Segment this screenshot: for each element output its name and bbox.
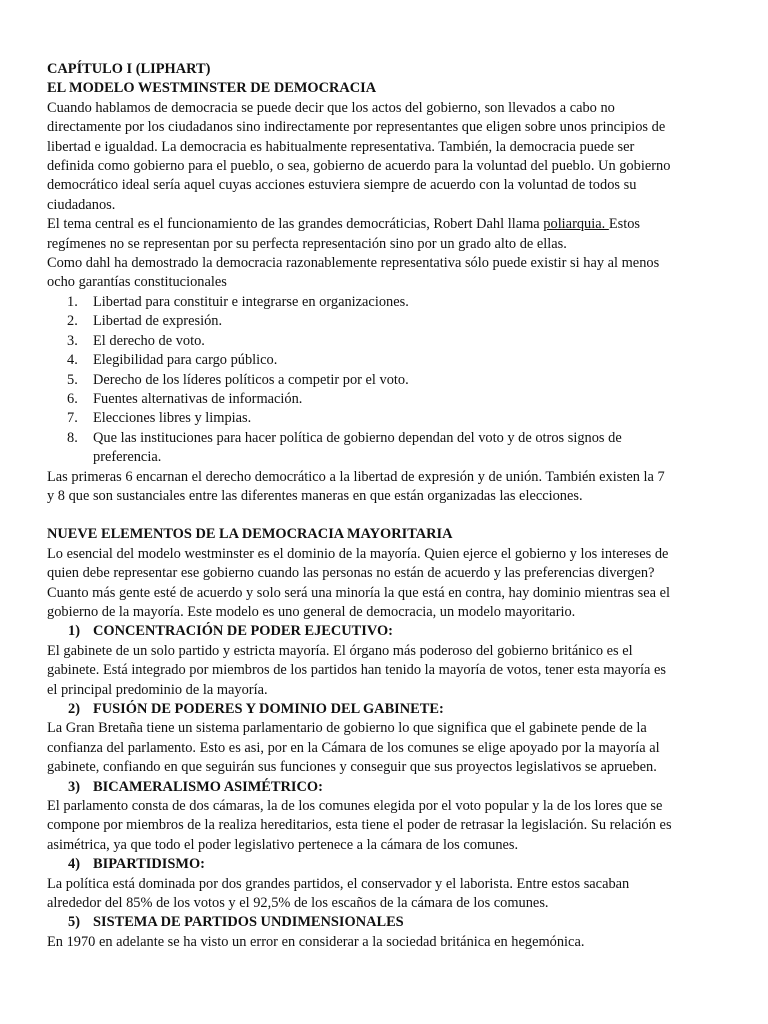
- list-number: 2.: [67, 313, 78, 330]
- list-text: Libertad de expresión.: [93, 313, 223, 330]
- list-item: [47, 351, 727, 370]
- element-line: En 1970 en adelante se ha visto un error en considerar a la sociedad británica en hegemónica.: [47, 933, 585, 950]
- intro-line: directamente por los ciudadanos sino indirectamente por representantes que eligen sobre unos principios de: [47, 119, 666, 136]
- list-number: 3.: [67, 332, 78, 349]
- element-title: BIPARTIDISMO:: [93, 856, 205, 873]
- element-title: CONCENTRACIÓN DE PODER EJECUTIVO:: [93, 623, 393, 640]
- element-line: el principal predominio de la mayoría.: [47, 681, 268, 698]
- intro-line: ocho garantías constitucionales: [47, 274, 227, 291]
- intro-line: ciudadanos.: [47, 196, 116, 213]
- closing-line: y 8 que son sustanciales entre las diferentes maneras en que están organizadas las elecciones.: [47, 487, 583, 504]
- element-line: asimétrica, ya que todo el poder legislativo pertenece a la cámara de los comunes.: [47, 836, 519, 853]
- intro-line: regímenes no se representan por su perfecta representación sino por un grado alto de ellas.: [47, 235, 567, 252]
- intro-line: definida como gobierno para el pueblo, o sea, gobierno de acuerdo para la voluntad del pueblo. Un gobierno: [47, 158, 671, 175]
- element-number: 4): [68, 856, 80, 873]
- list-item: [47, 390, 727, 409]
- list-number: 1.: [67, 293, 78, 310]
- element-title: SISTEMA DE PARTIDOS UNDIMENSIONALES: [93, 914, 404, 931]
- section2-title: NUEVE ELEMENTOS DE LA DEMOCRACIA MAYORITARIA: [47, 526, 453, 543]
- list-item: [47, 312, 727, 331]
- list-item: [47, 293, 727, 312]
- element-number: 5): [68, 914, 80, 931]
- element-number: 2): [68, 701, 80, 717]
- list-text: Fuentes alternativas de información.: [93, 390, 303, 407]
- chapter-title: CAPÍTULO I (LIPHART): [47, 61, 211, 77]
- element-line: El parlamento consta de dos cámaras, la de los comunes elegida por el voto popular y la de los lores que se: [47, 798, 663, 815]
- list-text: Que las instituciones para hacer política de gobierno dependan del voto y de otros signos de: [93, 429, 622, 446]
- intro-line: Cuando hablamos de democracia se puede decir que los actos del gobierno, son llevados a cabo no: [47, 99, 615, 116]
- dahl-text-end: Estos: [608, 216, 641, 233]
- element-line: gabinete. Está integrado por miembros de los partidos han tenido la mayoría de votos, tener esta mayoría es: [47, 662, 667, 679]
- element-heading: [47, 622, 727, 641]
- element-line: El gabinete de un solo partido y estricta mayoría. El órgano más poderoso del gobierno británico es el: [47, 642, 633, 659]
- poliarquia-link[interactable]: poliarquia.: [543, 216, 609, 233]
- section2-line: Cuanto más gente esté de acuerdo y solo será una minoría la que está en contra, hay dominio mientras sea el: [47, 584, 670, 601]
- section2-line: Lo esencial del modelo westminster es el dominio de la mayoría. Quien ejerce el gobierno y los intereses de: [47, 545, 669, 562]
- list-number: 8.: [67, 429, 78, 446]
- element-line: confianza del parlamento. Esto es asi, por en la Cámara de los comunes se elige apoyado por la mayoría al: [47, 739, 660, 756]
- element-heading: [47, 855, 727, 874]
- list-text: El derecho de voto.: [93, 332, 205, 349]
- element-line: alrededor del 85% de los votos y el 92,5% de los escaños de la cámara de los comunes.: [47, 895, 549, 912]
- element-heading: [47, 913, 727, 932]
- element-line: La Gran Bretaña tiene un sistema parlamentario de gobierno lo que significa que el gabinete pende de la: [47, 720, 647, 737]
- element-line: La política está dominada por dos grandes partidos, el conservador y el laborista. Entre estos sacaban: [47, 875, 630, 892]
- intro-line: libertad e igualdad. La democracia es habitualmente representativa. También, la democracia puede ser: [47, 138, 635, 155]
- list-text: Elecciones libres y limpias.: [93, 410, 252, 427]
- element-line: gabinete, confiando en que seguirán sus funciones y conseguir que sus proyectos legislativos se aprueben.: [47, 759, 657, 776]
- list-item: [47, 371, 727, 390]
- list-item: [47, 429, 727, 448]
- section2-line: quien debe representar ese gobierno cuando las personas no están de acuerdo y las preferencias divergen?: [47, 565, 655, 582]
- list-text: Libertad para constituir e integrarse en organizaciones.: [93, 293, 409, 310]
- list-number: 6.: [67, 390, 78, 407]
- list-number: 5.: [67, 371, 78, 388]
- intro-line: Como dahl ha demostrado la democracia razonablemente representativa sólo puede existir si hay al menos: [47, 255, 660, 272]
- document-page: [47, 60, 727, 952]
- element-number: 1): [68, 623, 80, 640]
- list-text: Elegibilidad para cargo público.: [93, 352, 278, 369]
- intro-paragraph: [47, 99, 727, 215]
- list-item-continuation: preferencia.: [93, 449, 162, 466]
- paragraph-gap: [47, 506, 727, 525]
- intro-line: democrático ideal sería aquel cuyas acciones estuviera siempre de acuerdo con la voluntad de todos su: [47, 177, 637, 194]
- guarantees-list: [47, 293, 727, 468]
- element-number: 3): [68, 778, 80, 795]
- list-number: 7.: [67, 410, 78, 427]
- list-item: [47, 332, 727, 351]
- list-text: Derecho de los líderes políticos a competir por el voto.: [93, 371, 409, 388]
- dahl-text: El tema central es el funcionamiento de las grandes democráticias, Robert Dahl llama: [47, 216, 544, 233]
- section2-line: gobierno de la mayoría. Este modelo es uno general de democracia, un modelo mayoritario.: [47, 603, 576, 620]
- closing-line: Las primeras 6 encarnan el derecho democrático a la libertad de expresión y de unión. También existen la 7: [47, 468, 665, 485]
- element-title: BICAMERALISMO ASIMÉTRICO:: [93, 778, 323, 795]
- list-item: [47, 409, 727, 428]
- section-title: EL MODELO WESTMINSTER DE DEMOCRACIA: [47, 80, 377, 97]
- dahl-line: [47, 215, 727, 234]
- element-heading: [47, 778, 727, 797]
- list-number: 4.: [67, 352, 78, 369]
- element-title: FUSIÓN DE PODERES Y DOMINIO DEL GABINETE:: [93, 701, 444, 717]
- element-line: compone por miembros de la realiza hereditarios, esta tiene el poder de retrasar la legislación. Su relación es: [47, 817, 672, 834]
- element-heading: [47, 700, 727, 719]
